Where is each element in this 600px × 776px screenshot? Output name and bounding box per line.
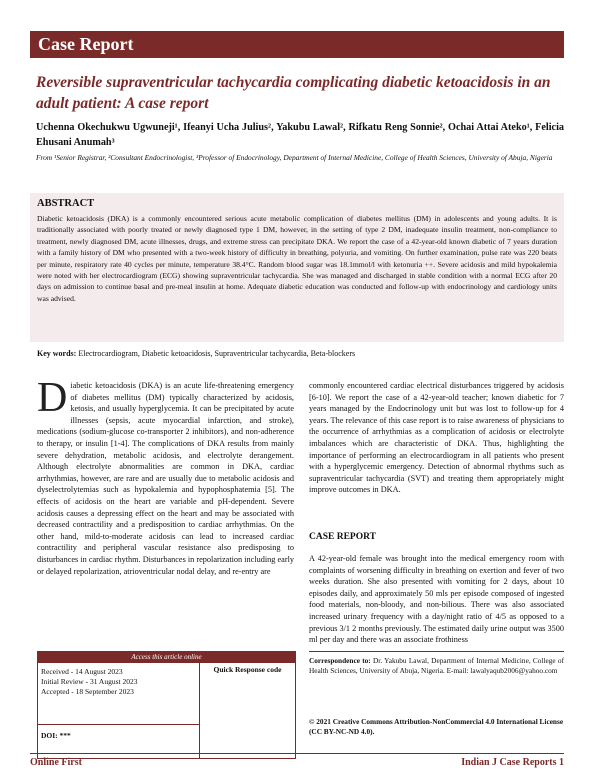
received-date: Received - 14 August 2023 <box>41 667 123 676</box>
abstract-text: Diabetic ketoacidosis (DKA) is a commonly encountered serious acute metabolic complication of diabetes mellitus (DM) in adolescents and young adults. It is traditionally associated with poorly treated or newly diagnosed type 1 DM, however, in the setting of type 2 DM, inadequate insulin treatment, non-compliance to treatment, newly diagnosed DM, acute illnesses, drugs, and extreme stress can precipitate DKA. We report the case of a 42-year-old known diabetic of 7 years duration with a family history of DM who presented with a two-week history of difficulty in breathing, polyuria, and vomiting. On further examination, pulse rate was 220 beats per minute, respiratory rate 40 cycles per minute, temperature 38.4°C. Random blood sugar was 18.1mmol/l with ketonuria ++. Severe acidosis and mild hypokalemia were noted with her electrocardiogram (ECG) showing supraventricular tachycardia. She was managed and discharged in stable condition with a normal ECG after 20 days on admission to continue basal and pre-meal insulin at home. Adequate diabetic education was conducted and follow-up with endocrinology and cardiology units was advised. <box>37 214 557 303</box>
author-affiliation: From ¹Senior Registrar, ²Consultant Endocrinologist, ³Professor of Endocrinology, Department of Internal Medicine, College of Health Sciences, University of Abuja, Nigeria <box>36 153 553 162</box>
correspondence-divider <box>309 651 564 652</box>
keywords-label: Key words: <box>37 349 77 358</box>
footer-right: Indian J Case Reports 1 <box>461 757 564 768</box>
article-type-banner <box>30 31 564 58</box>
qr-code-area <box>200 663 295 758</box>
doi: DOI: *** <box>38 724 199 747</box>
keywords <box>37 348 563 359</box>
qr-code-label: Quick Response code <box>213 665 282 674</box>
license-statement: © 2021 Creative Commons Attribution-NonCommercial 4.0 International License (CC BY-NC-ND 4.0). <box>309 717 564 737</box>
case-report-heading: CASE REPORT <box>309 532 376 542</box>
correspondence-text: Dr. Yakubu Lawal, Department of Internal Medicine, College of Health Sciences, University of Abuja, Nigeria. E-mail: lawalyaqub2006@yahoo.com <box>309 656 564 676</box>
drop-cap: D <box>37 375 68 421</box>
accepted-date: Accepted - 18 September 2023 <box>41 687 134 696</box>
case-report-text: A 42-year-old female was brought into the medical emergency room with complaints of worsening difficulty in breathing on exertion and fever of two weeks duration. She also presented with vomiting for 2 days, about 10 episodes daily, and approximately 50 mls per episode composed of ingested food materials, non-bloody, and non-bilious. There was also associated increased urinary frequency with a day/night ratio of 4/5 as opposed to a previous 3/1 2 months previously. The estimated daily urine output was 3500 ml per day and there was an associate frothiness <box>309 554 564 645</box>
correspondence <box>309 656 564 677</box>
footer-left: Online First <box>30 757 82 768</box>
abstract-heading: ABSTRACT <box>37 198 95 209</box>
correspondence-label: Correspondence to: <box>309 656 371 665</box>
footer-divider <box>30 753 564 754</box>
article-title: Reversible supraventricular tachycardia complicating diabetic ketoacidosis in an adult patient: A case report <box>36 74 551 112</box>
article-access-box <box>37 651 296 759</box>
access-heading: Access this article online <box>38 652 295 663</box>
intro-left-column <box>37 375 294 577</box>
author-list: Uchenna Okechukwu Ugwuneji¹, Ifeanyi Ucha Julius², Yakubu Lawal², Rifkatu Reng Sonnie², Ochai Attai Ateko¹, Felicia Ehusani Anumah³ <box>36 122 564 148</box>
intro-right-column <box>309 380 564 496</box>
intro-left-text: iabetic ketoacidosis (DKA) is an acute life-threatening emergency of diabetes mellitus (DM) typically characterized by acidosis, ketosis, and usually hyperglycemia. It can be precipitated by acute illnesses (sepsis, acute myocardial infarction, and stroke), medications (sodium-glucose co-transporter 2 inhibitors), and non-adherence to therapy, or insulin [1-4]. The complications of DKA results from mainly severe dehydration, metabolic acidosis, and electrolyte derangement. Although electrolyte abnormalities are common in DKA, cardiac arrhythmias, however, are rare and are usually due to metabolic acidosis and dyselectrolytemias such as hypokalemia and hypophosphatemia [5]. The effects of acidosis on the heart are variable and pH-dependent. Severe acidosis causes a depressing effect on the heart and may be associated with decreased contractility and a predisposition to cardiac arrhythmias. On the other hand, mild-to-moderate acidosis can lead to increased cardiac contractility and peripheral vascular resistance also predisposing to disturbances in cardiac rhythm. Disturbances in repolarization including early or delayed repolarization, atrioventricular nodal delay, and re-entry are <box>37 381 294 576</box>
intro-right-text: commonly encountered cardiac electrical disturbances triggered by acidosis [6-10]. We report the case of a 42-year-old teacher; known diabetic for 7 years managed by the Endocrinology unit but was lost to follow-up for 4 years. The relevance of this case report is to raise awareness of physicians to the occurrence of arrhythmias as a complication of acidosis or electrolyte imbalances which are characteristic of DKA. Thus, highlighting the importance of performing an electrocardiogram in all patients who present with a hyperglycemic emergency. Detection of abnormal rhythms such as supraventricular tachycardia (SVT) and treating them appropriately might improve outcomes in DKA. <box>309 381 564 495</box>
initial-review-date: Initial Review - 31 August 2023 <box>41 677 138 686</box>
article-type-label: Case Report <box>38 34 134 54</box>
keywords-text: Electrocardiogram, Diabetic ketoacidosis, Supraventricular tachycardia, Beta-blockers <box>76 349 356 358</box>
